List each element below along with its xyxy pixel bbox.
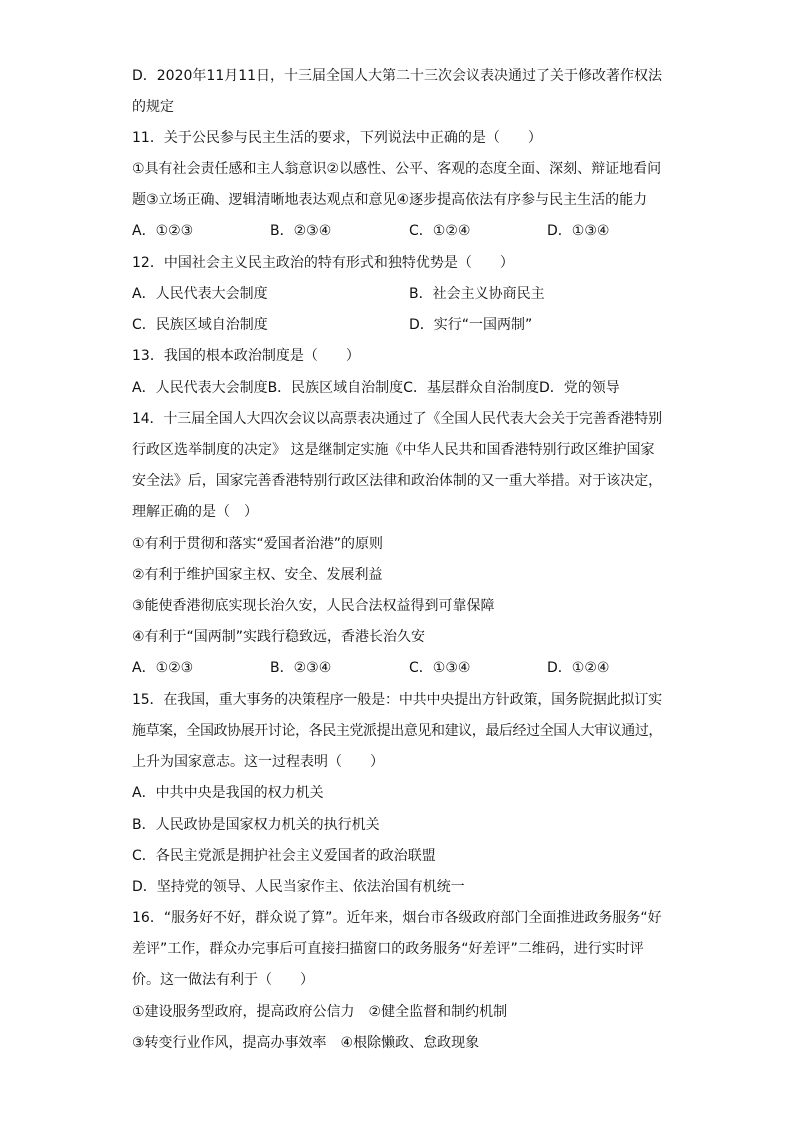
- q14-stem-line3: 安全法》后，国家完善香港特别行政区法律和政治体制的又一重大举措。对于该决定，: [132, 473, 663, 489]
- q13-stem: 13．我国的根本政治制度是（ ）: [132, 348, 360, 364]
- q11-stem: 11．关于公民参与民主生活的要求，下列说法中正确的是（ ）: [132, 130, 542, 146]
- q14-stem-line1: 14．十三届全国人大四次会议以高票表决通过了《全国人民代表大会关于完善香港特别: [132, 411, 662, 427]
- q15-stem-line1: 15．在我国，重大事务的决策程序一般是：中共中央提出方针政策，国务院据此拟订实: [132, 692, 662, 708]
- q13-options: A．人民代表大会制度B．民族区域自治制度C．基层群众自治制度D．党的领导: [132, 380, 620, 396]
- q14-option-a: A．①②③: [132, 660, 194, 676]
- q12-option-d: D．实行“一国两制”: [409, 317, 533, 333]
- q14-stem-line4: 理解正确的是（ ）: [132, 504, 258, 520]
- q16-statement-line2: ③转变行业作风，提高办事效率 ④根除懒政、怠政现象: [132, 1035, 480, 1051]
- q11-option-d: D．①③④: [547, 223, 610, 239]
- q16-stem-line3: 价。这一做法有利于（ ）: [132, 972, 314, 988]
- q15-option-b: B．人民政协是国家权力机关的执行机关: [132, 817, 380, 833]
- q14-option-b: B．②③④: [270, 660, 332, 676]
- q14-statement-3: ③能使香港彻底实现长治久安，人民合法权益得到可靠保障: [132, 598, 495, 614]
- q11-option-a: A．①②③: [132, 223, 194, 239]
- q11-option-c: C．①②④: [409, 223, 471, 239]
- q10-option-d-line1: D．2020年11月11日，十三届全国人大第二十三次会议表决通过了关于修改著作权法: [132, 68, 663, 84]
- q14-statement-4: ④有利于“国两制”实践行稳致远，香港长治久安: [132, 629, 426, 645]
- q14-statement-2: ②有利于维护国家主权、安全、发展利益: [132, 567, 383, 583]
- q16-stem-line2: 差评”工作，群众办完事后可直接扫描窗口的政务服务“好差评”二维码，进行实时评: [132, 941, 644, 957]
- q16-stem-line1: 16．“服务好不好，群众说了算”。近年来，烟台市各级政府部门全面推进政务服务“好: [132, 910, 662, 926]
- q11-option-b: B．②③④: [270, 223, 332, 239]
- q15-option-c: C．各民主党派是拥护社会主义爱国者的政治联盟: [132, 848, 436, 864]
- q11-statement-line2: 题③立场正确、逻辑清晰地表达观点和意见④逐步提高依法有序参与民主生活的能力: [132, 192, 648, 208]
- q12-option-a: A．人民代表大会制度: [132, 286, 268, 302]
- q12-stem: 12．中国社会主义民主政治的特有形式和独特优势是（ ）: [132, 255, 514, 271]
- q14-option-d: D．①②④: [547, 660, 610, 676]
- q14-statement-1: ①有利于贯彻和落实“爱国者治港”的原则: [132, 536, 384, 552]
- q10-option-d-line2: 的规定: [132, 99, 174, 115]
- q15-stem-line2: 施草案，全国政协展开讨论，各民主党派提出意见和建议，最后经过全国人大审议通过，: [132, 723, 663, 739]
- q14-option-c: C．①③④: [409, 660, 471, 676]
- q15-option-d: D．坚持党的领导、人民当家作主、依法治国有机统一: [132, 879, 465, 895]
- q12-option-b: B．社会主义协商民主: [409, 286, 545, 302]
- q15-stem-line3: 上升为国家意志。这一过程表明（ ）: [132, 754, 384, 770]
- q11-statement-line1: ①具有社会责任感和主人翁意识②以感性、公平、客观的态度全面、深刻、辩证地看问: [132, 161, 662, 177]
- q15-option-a: A．中共中央是我国的权力机关: [132, 785, 324, 801]
- q14-stem-line2: 行政区选举制度的决定》 这是继制定实施《中华人民共和国香港特别行政区维护国家: [132, 442, 655, 458]
- q12-option-c: C．民族区域自治制度: [132, 317, 268, 333]
- q16-statement-line1: ①建设服务型政府，提高政府公信力 ②健全监督和制约机制: [132, 1004, 508, 1020]
